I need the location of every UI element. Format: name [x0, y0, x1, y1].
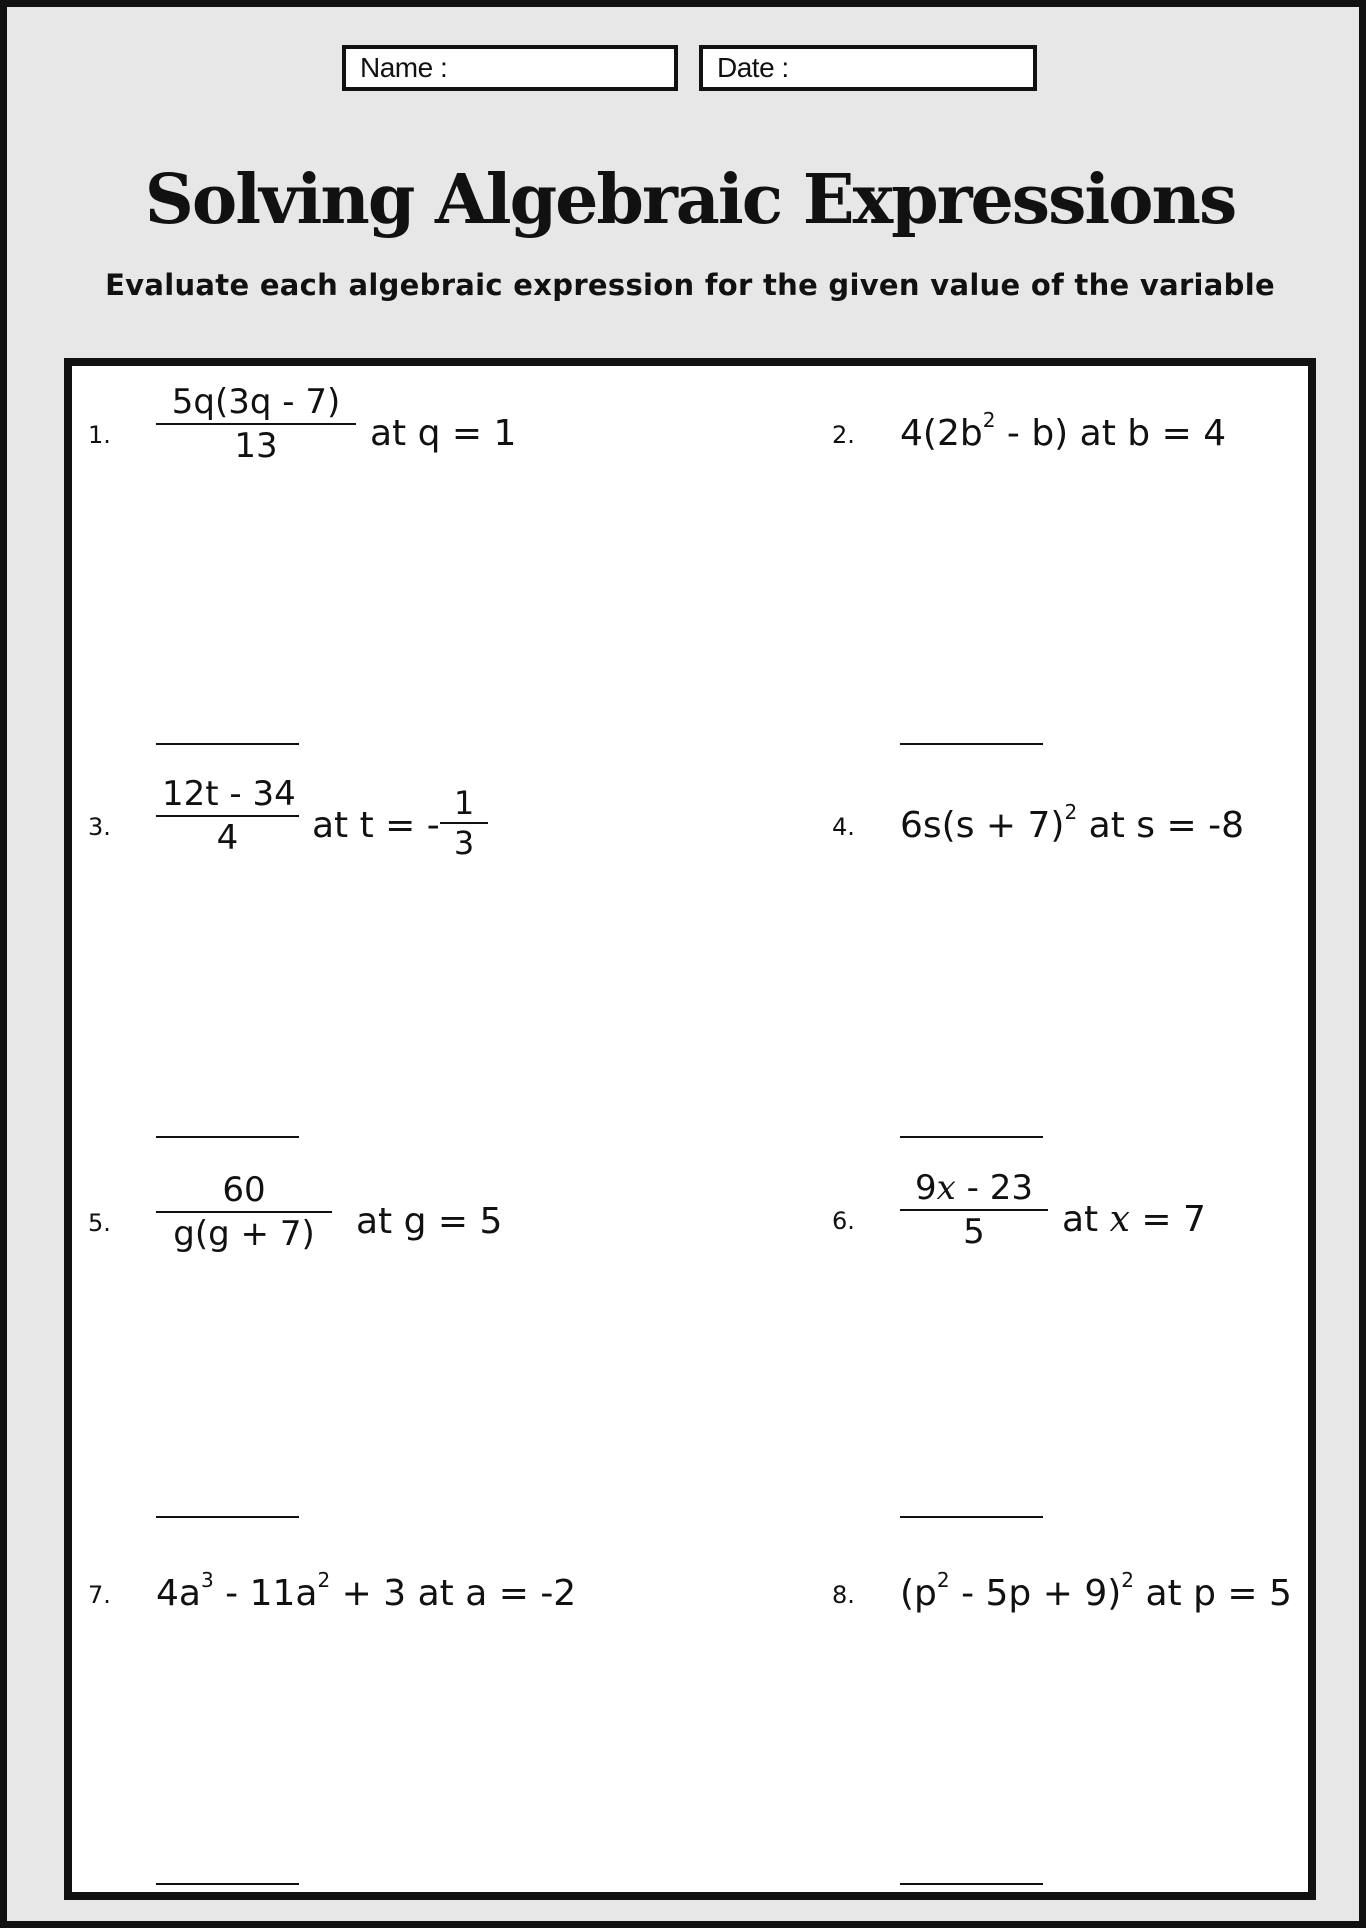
problem-6-cond-variable: x [1109, 1199, 1130, 1240]
problem-3-denominator: 4 [216, 818, 239, 858]
problem-2-base: 4(2b [900, 413, 983, 454]
problem-6-numerator [900, 1167, 1048, 1209]
problem-8-number: 8. [832, 1581, 855, 1609]
problem-7-term-3: + 3 at a = -2 [330, 1573, 577, 1614]
problem-6-variable: x [936, 1168, 956, 1208]
problem-4-exponent: 2 [1064, 800, 1078, 824]
problem-6-number: 6. [832, 1207, 855, 1235]
problem-2-rest: - b) at b = 4 [995, 413, 1227, 454]
worksheet-title: Solving Algebraic Expressions [144, 160, 1236, 240]
problem-1-fraction [156, 381, 356, 467]
problem-3-number: 3. [88, 813, 111, 841]
date-label: Date : [717, 52, 789, 83]
problem-6-fraction [900, 1167, 1048, 1253]
problem-3-condition-denominator: 3 [453, 824, 475, 862]
name-label: Name : [360, 52, 448, 83]
problem-5-numerator: 60 [222, 1170, 266, 1210]
problem-6-condition [1062, 1198, 1206, 1242]
problem-7-expression [156, 1568, 577, 1616]
problem-1-number: 1. [88, 421, 111, 449]
problem-1-answer-line[interactable] [156, 743, 299, 745]
problem-4-base: 6s(s + 7) [900, 805, 1065, 846]
problem-8-exponent-2: 2 [1121, 1568, 1135, 1592]
problem-8-term-3: at p = 5 [1134, 1573, 1292, 1614]
problems-panel [64, 358, 1316, 1900]
problem-6-coef: 9 [915, 1168, 937, 1208]
problem-3-numerator: 12t - 34 [162, 774, 296, 814]
problem-8-expression [900, 1568, 1292, 1616]
problem-7-term-2: - 11a [213, 1573, 318, 1614]
problem-3-condition-fraction [440, 784, 488, 862]
problem-3-condition-numerator: 1 [453, 784, 475, 822]
problem-8-exponent-1: 2 [936, 1568, 950, 1592]
problem-6-cond-prefix: at [1062, 1199, 1110, 1240]
problem-7-exponent-1: 3 [200, 1568, 214, 1592]
problem-4-rest: at s = -8 [1077, 805, 1244, 846]
problem-1-denominator: 13 [234, 426, 278, 466]
problem-5-answer-line[interactable] [156, 1516, 299, 1518]
problem-2-number: 2. [832, 421, 855, 449]
problem-5-number: 5. [88, 1209, 111, 1237]
problem-2-exponent: 2 [982, 408, 996, 432]
problem-6-answer-line[interactable] [900, 1516, 1043, 1518]
worksheet-instructions: Evaluate each algebraic expression for the given value of the variable [105, 268, 1275, 302]
problem-7-term-1: 4a [156, 1573, 201, 1614]
problem-8-term-1: (p [900, 1573, 937, 1614]
problem-3-condition: at t = - [312, 805, 440, 846]
problem-1-condition: at q = 1 [370, 413, 517, 454]
problem-3-answer-line[interactable] [156, 1136, 299, 1138]
problem-6-cond-value: = 7 [1129, 1199, 1206, 1240]
problem-4-number: 4. [832, 813, 855, 841]
problem-7-exponent-2: 2 [317, 1568, 331, 1592]
date-field[interactable] [699, 45, 1037, 91]
problem-2-answer-line[interactable] [900, 743, 1043, 745]
problem-4-answer-line[interactable] [900, 1136, 1043, 1138]
problem-5-condition: at g = 5 [356, 1201, 503, 1242]
problem-8-answer-line[interactable] [900, 1883, 1043, 1885]
problem-7-number: 7. [88, 1581, 111, 1609]
problem-3-fraction [156, 773, 299, 859]
problem-5-fraction [156, 1169, 332, 1255]
problem-2-expression [900, 408, 1227, 456]
problem-8-term-2: - 5p + 9) [949, 1573, 1122, 1614]
problem-5-denominator: g(g + 7) [173, 1214, 315, 1254]
problem-6-denominator: 5 [963, 1212, 985, 1252]
problem-1-numerator: 5q(3q - 7) [171, 382, 341, 422]
problem-4-expression [900, 800, 1244, 848]
problem-7-answer-line[interactable] [156, 1883, 299, 1885]
problem-6-constant: - 23 [955, 1168, 1033, 1208]
name-field[interactable] [342, 45, 678, 91]
